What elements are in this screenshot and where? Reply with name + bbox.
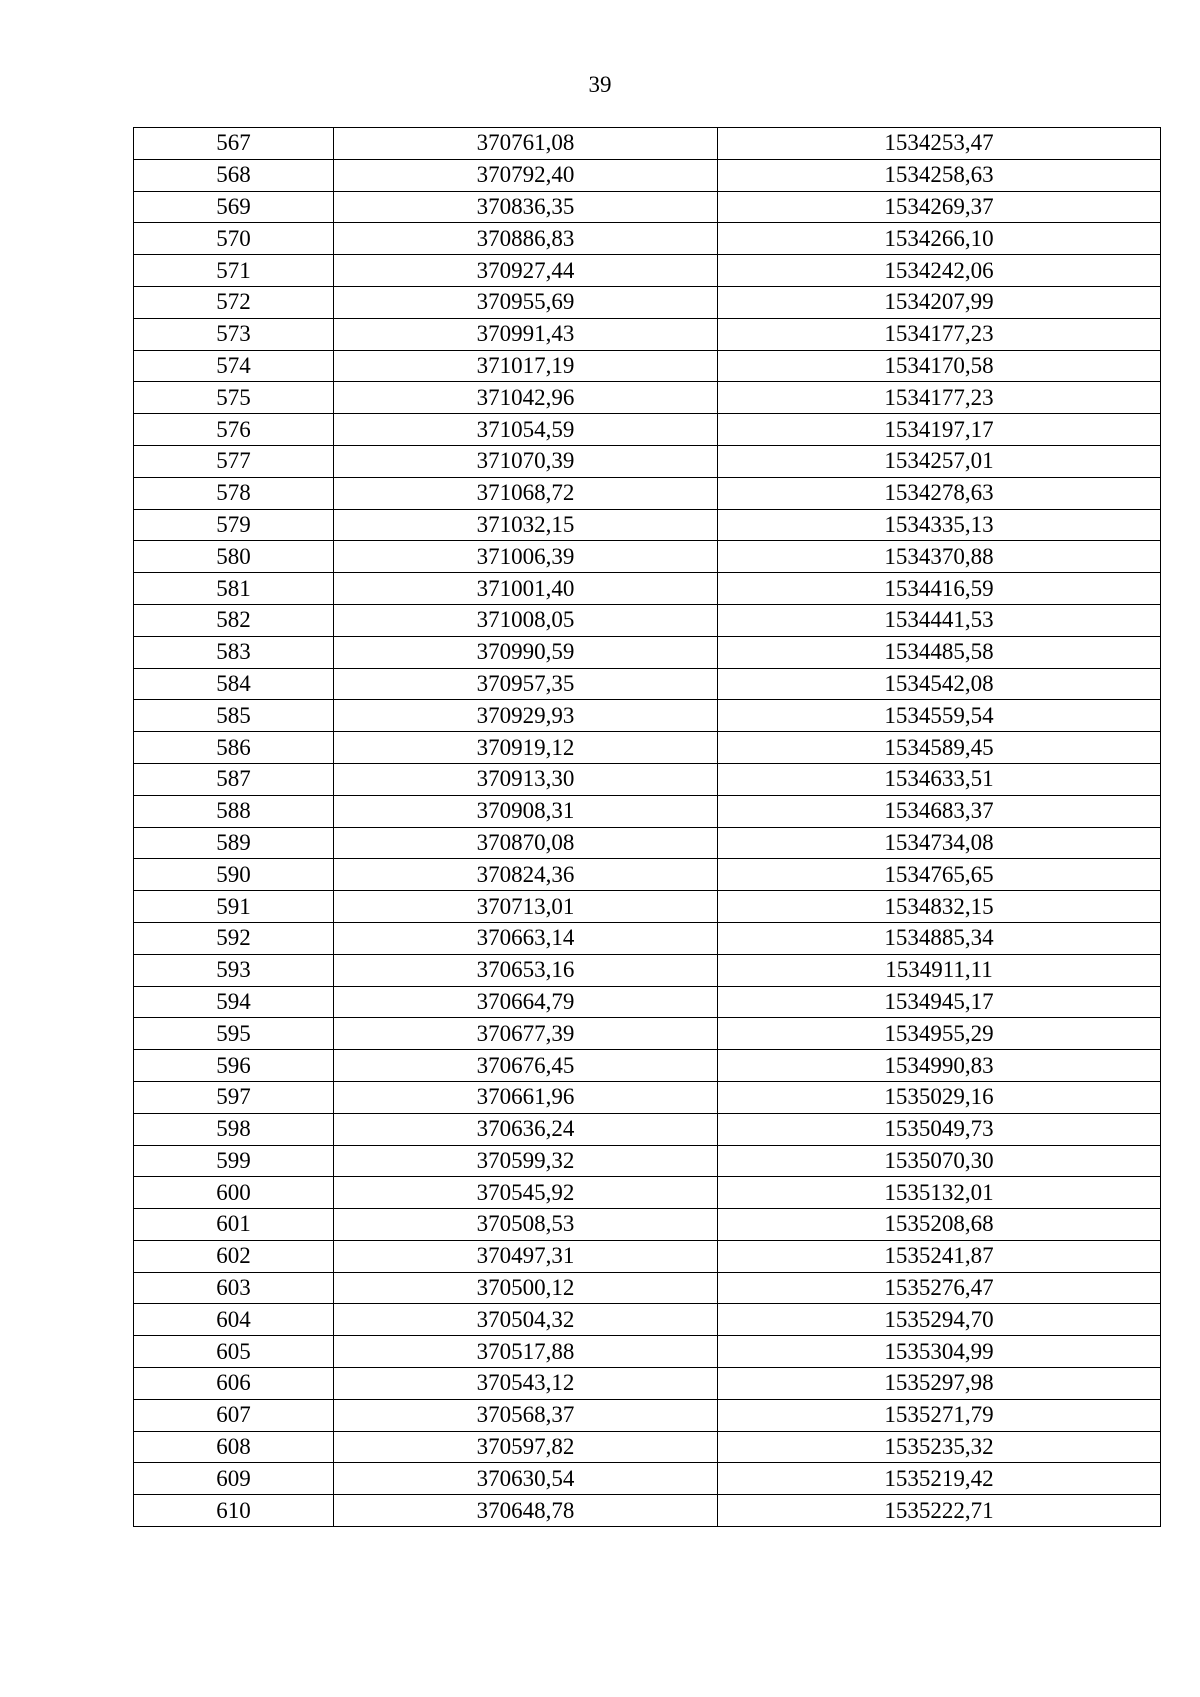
point-number-cell: 573 (134, 318, 334, 350)
point-number-cell: 581 (134, 573, 334, 605)
x-coordinate-cell: 371006,39 (334, 541, 718, 573)
point-number-cell: 584 (134, 668, 334, 700)
table-row (134, 477, 1161, 509)
point-number-cell: 588 (134, 795, 334, 827)
table-row (134, 128, 1161, 160)
point-number-cell: 590 (134, 859, 334, 891)
y-coordinate-cell: 1535049,73 (718, 1113, 1161, 1145)
point-number-cell: 572 (134, 286, 334, 318)
point-number-cell: 598 (134, 1113, 334, 1145)
table-row (134, 255, 1161, 287)
point-number-cell: 586 (134, 732, 334, 764)
coordinates-table (133, 127, 1161, 1527)
table-row (134, 1463, 1161, 1495)
x-coordinate-cell: 370713,01 (334, 891, 718, 923)
point-number-cell: 603 (134, 1272, 334, 1304)
x-coordinate-cell: 370886,83 (334, 223, 718, 255)
point-number-cell: 597 (134, 1081, 334, 1113)
x-coordinate-cell: 371042,96 (334, 382, 718, 414)
y-coordinate-cell: 1535219,42 (718, 1463, 1161, 1495)
point-number-cell: 569 (134, 191, 334, 223)
y-coordinate-cell: 1534197,17 (718, 414, 1161, 446)
y-coordinate-cell: 1535208,68 (718, 1209, 1161, 1241)
y-coordinate-cell: 1534945,17 (718, 986, 1161, 1018)
y-coordinate-cell: 1535070,30 (718, 1145, 1161, 1177)
y-coordinate-cell: 1534278,63 (718, 477, 1161, 509)
y-coordinate-cell: 1534911,11 (718, 954, 1161, 986)
point-number-cell: 595 (134, 1018, 334, 1050)
x-coordinate-cell: 371054,59 (334, 414, 718, 446)
table-row (134, 1304, 1161, 1336)
table-row (134, 1336, 1161, 1368)
point-number-cell: 574 (134, 350, 334, 382)
table-row (134, 445, 1161, 477)
table-row (134, 700, 1161, 732)
table-row (134, 1113, 1161, 1145)
y-coordinate-cell: 1534416,59 (718, 573, 1161, 605)
x-coordinate-cell: 370927,44 (334, 255, 718, 287)
x-coordinate-cell: 370508,53 (334, 1209, 718, 1241)
table-row (134, 318, 1161, 350)
point-number-cell: 607 (134, 1399, 334, 1431)
point-number-cell: 578 (134, 477, 334, 509)
y-coordinate-cell: 1534734,08 (718, 827, 1161, 859)
table-row (134, 509, 1161, 541)
y-coordinate-cell: 1534633,51 (718, 763, 1161, 795)
y-coordinate-cell: 1534258,63 (718, 159, 1161, 191)
point-number-cell: 600 (134, 1177, 334, 1209)
x-coordinate-cell: 370957,35 (334, 668, 718, 700)
y-coordinate-cell: 1534207,99 (718, 286, 1161, 318)
table-row (134, 1431, 1161, 1463)
table-row (134, 954, 1161, 986)
point-number-cell: 604 (134, 1304, 334, 1336)
y-coordinate-cell: 1534885,34 (718, 922, 1161, 954)
point-number-cell: 610 (134, 1495, 334, 1527)
y-coordinate-cell: 1535271,79 (718, 1399, 1161, 1431)
point-number-cell: 605 (134, 1336, 334, 1368)
table-row (134, 414, 1161, 446)
point-number-cell: 579 (134, 509, 334, 541)
table-row (134, 541, 1161, 573)
y-coordinate-cell: 1534485,58 (718, 636, 1161, 668)
y-coordinate-cell: 1535304,99 (718, 1336, 1161, 1368)
x-coordinate-cell: 370597,82 (334, 1431, 718, 1463)
x-coordinate-cell: 370908,31 (334, 795, 718, 827)
y-coordinate-cell: 1535222,71 (718, 1495, 1161, 1527)
x-coordinate-cell: 371008,05 (334, 604, 718, 636)
point-number-cell: 606 (134, 1368, 334, 1400)
x-coordinate-cell: 370761,08 (334, 128, 718, 160)
x-coordinate-cell: 370517,88 (334, 1336, 718, 1368)
table-row (134, 986, 1161, 1018)
y-coordinate-cell: 1534170,58 (718, 350, 1161, 382)
point-number-cell: 583 (134, 636, 334, 668)
x-coordinate-cell: 370991,43 (334, 318, 718, 350)
y-coordinate-cell: 1534242,06 (718, 255, 1161, 287)
point-number-cell: 582 (134, 604, 334, 636)
table-row (134, 1272, 1161, 1304)
y-coordinate-cell: 1534542,08 (718, 668, 1161, 700)
point-number-cell: 596 (134, 1050, 334, 1082)
point-number-cell: 601 (134, 1209, 334, 1241)
point-number-cell: 589 (134, 827, 334, 859)
table-row (134, 604, 1161, 636)
table-row (134, 1240, 1161, 1272)
y-coordinate-cell: 1534269,37 (718, 191, 1161, 223)
y-coordinate-cell: 1534589,45 (718, 732, 1161, 764)
point-number-cell: 585 (134, 700, 334, 732)
table-row (134, 891, 1161, 923)
y-coordinate-cell: 1534441,53 (718, 604, 1161, 636)
y-coordinate-cell: 1535241,87 (718, 1240, 1161, 1272)
x-coordinate-cell: 370990,59 (334, 636, 718, 668)
x-coordinate-cell: 370630,54 (334, 1463, 718, 1495)
y-coordinate-cell: 1534253,47 (718, 128, 1161, 160)
point-number-cell: 609 (134, 1463, 334, 1495)
y-coordinate-cell: 1534683,37 (718, 795, 1161, 827)
table-row (134, 1145, 1161, 1177)
x-coordinate-cell: 370836,35 (334, 191, 718, 223)
x-coordinate-cell: 370497,31 (334, 1240, 718, 1272)
x-coordinate-cell: 370663,14 (334, 922, 718, 954)
table-row (134, 1081, 1161, 1113)
point-number-cell: 570 (134, 223, 334, 255)
table-row (134, 573, 1161, 605)
point-number-cell: 568 (134, 159, 334, 191)
table-row (134, 1368, 1161, 1400)
point-number-cell: 592 (134, 922, 334, 954)
point-number-cell: 576 (134, 414, 334, 446)
x-coordinate-cell: 370500,12 (334, 1272, 718, 1304)
table-row (134, 1177, 1161, 1209)
y-coordinate-cell: 1534177,23 (718, 318, 1161, 350)
x-coordinate-cell: 370664,79 (334, 986, 718, 1018)
table-row (134, 827, 1161, 859)
y-coordinate-cell: 1534370,88 (718, 541, 1161, 573)
x-coordinate-cell: 370919,12 (334, 732, 718, 764)
point-number-cell: 608 (134, 1431, 334, 1463)
table-row (134, 668, 1161, 700)
x-coordinate-cell: 370545,92 (334, 1177, 718, 1209)
coordinates-table-body (134, 128, 1161, 1527)
x-coordinate-cell: 370676,45 (334, 1050, 718, 1082)
x-coordinate-cell: 370870,08 (334, 827, 718, 859)
y-coordinate-cell: 1534335,13 (718, 509, 1161, 541)
x-coordinate-cell: 370504,32 (334, 1304, 718, 1336)
x-coordinate-cell: 370955,69 (334, 286, 718, 318)
point-number-cell: 593 (134, 954, 334, 986)
point-number-cell: 575 (134, 382, 334, 414)
x-coordinate-cell: 370929,93 (334, 700, 718, 732)
y-coordinate-cell: 1534955,29 (718, 1018, 1161, 1050)
y-coordinate-cell: 1535029,16 (718, 1081, 1161, 1113)
x-coordinate-cell: 370824,36 (334, 859, 718, 891)
table-row (134, 1050, 1161, 1082)
x-coordinate-cell: 370661,96 (334, 1081, 718, 1113)
point-number-cell: 577 (134, 445, 334, 477)
y-coordinate-cell: 1534832,15 (718, 891, 1161, 923)
y-coordinate-cell: 1534559,54 (718, 700, 1161, 732)
x-coordinate-cell: 370913,30 (334, 763, 718, 795)
point-number-cell: 571 (134, 255, 334, 287)
x-coordinate-cell: 370636,24 (334, 1113, 718, 1145)
x-coordinate-cell: 370653,16 (334, 954, 718, 986)
point-number-cell: 587 (134, 763, 334, 795)
y-coordinate-cell: 1535297,98 (718, 1368, 1161, 1400)
point-number-cell: 602 (134, 1240, 334, 1272)
point-number-cell: 591 (134, 891, 334, 923)
table-row (134, 1399, 1161, 1431)
y-coordinate-cell: 1535132,01 (718, 1177, 1161, 1209)
point-number-cell: 594 (134, 986, 334, 1018)
x-coordinate-cell: 370792,40 (334, 159, 718, 191)
table-row (134, 1209, 1161, 1241)
x-coordinate-cell: 370568,37 (334, 1399, 718, 1431)
table-row (134, 636, 1161, 668)
table-row (134, 732, 1161, 764)
table-row (134, 1018, 1161, 1050)
x-coordinate-cell: 370543,12 (334, 1368, 718, 1400)
y-coordinate-cell: 1534266,10 (718, 223, 1161, 255)
table-row (134, 350, 1161, 382)
table-row (134, 191, 1161, 223)
x-coordinate-cell: 371070,39 (334, 445, 718, 477)
x-coordinate-cell: 370648,78 (334, 1495, 718, 1527)
y-coordinate-cell: 1534990,83 (718, 1050, 1161, 1082)
point-number-cell: 567 (134, 128, 334, 160)
table-row (134, 223, 1161, 255)
page-number: 39 (588, 72, 612, 97)
x-coordinate-cell: 371017,19 (334, 350, 718, 382)
table-row (134, 922, 1161, 954)
x-coordinate-cell: 370677,39 (334, 1018, 718, 1050)
y-coordinate-cell: 1535235,32 (718, 1431, 1161, 1463)
table-row (134, 382, 1161, 414)
table-row (134, 763, 1161, 795)
table-row (134, 859, 1161, 891)
y-coordinate-cell: 1534257,01 (718, 445, 1161, 477)
y-coordinate-cell: 1534765,65 (718, 859, 1161, 891)
table-row (134, 795, 1161, 827)
x-coordinate-cell: 371068,72 (334, 477, 718, 509)
y-coordinate-cell: 1534177,23 (718, 382, 1161, 414)
x-coordinate-cell: 370599,32 (334, 1145, 718, 1177)
table-row (134, 286, 1161, 318)
point-number-cell: 580 (134, 541, 334, 573)
table-row (134, 1495, 1161, 1527)
y-coordinate-cell: 1535276,47 (718, 1272, 1161, 1304)
y-coordinate-cell: 1535294,70 (718, 1304, 1161, 1336)
x-coordinate-cell: 371001,40 (334, 573, 718, 605)
table-row (134, 159, 1161, 191)
point-number-cell: 599 (134, 1145, 334, 1177)
x-coordinate-cell: 371032,15 (334, 509, 718, 541)
